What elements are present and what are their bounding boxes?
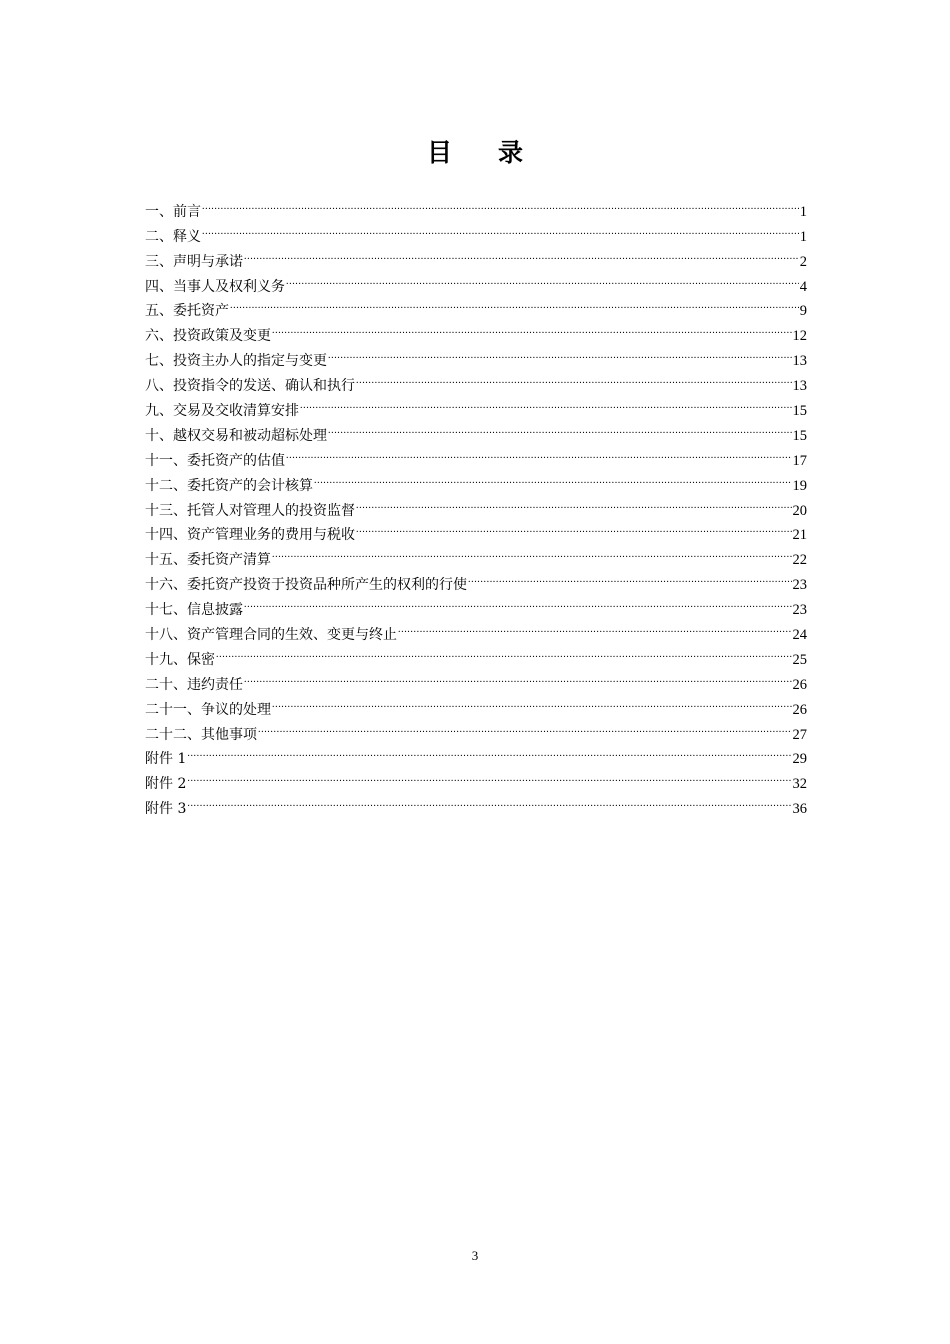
toc-dot-leader	[398, 614, 792, 639]
toc-entry[interactable]	[145, 763, 807, 793]
toc-entry-page: 2	[799, 253, 807, 270]
toc-entry-page: 12	[792, 328, 807, 345]
toc-entry[interactable]	[145, 241, 807, 270]
toc-entry-label: 附件 1	[145, 751, 187, 768]
toc-entry-page: 23	[792, 577, 807, 594]
toc-dot-leader	[272, 689, 792, 714]
toc-entry-page: 19	[792, 477, 807, 494]
toc-entry-label: 十三、托管人对管理人的投资监督	[145, 502, 355, 519]
toc-entry[interactable]	[145, 788, 807, 818]
title-char-1: 目	[426, 138, 452, 167]
toc-entry-label: 附件 3	[145, 801, 187, 818]
toc-dot-leader	[187, 763, 791, 788]
toc-entry-page: 15	[792, 427, 807, 444]
toc-entry-label: 附件 2	[145, 776, 187, 793]
toc-entry-label: 十七、信息披露	[145, 602, 243, 619]
toc-dot-leader	[272, 315, 792, 340]
toc-entry-label: 十九、保密	[145, 651, 215, 668]
table-of-contents	[145, 191, 807, 818]
toc-entry-page: 4	[799, 278, 807, 295]
toc-entry-page: 36	[792, 801, 807, 818]
toc-entry-label: 二十二、其他事项	[145, 726, 257, 743]
toc-entry-label: 十二、委托资产的会计核算	[145, 477, 313, 494]
toc-dot-leader	[468, 564, 792, 589]
toc-dot-leader	[202, 216, 799, 241]
toc-entry-page: 13	[792, 353, 807, 370]
toc-entry[interactable]	[145, 266, 807, 295]
toc-entry[interactable]	[145, 664, 807, 693]
toc-entry-label: 二十一、争议的处理	[145, 701, 271, 718]
toc-dot-leader	[356, 490, 792, 515]
toc-entry-page: 27	[792, 726, 807, 743]
toc-entry-page: 20	[792, 502, 807, 519]
toc-entry-page: 32	[792, 776, 807, 793]
toc-entry-page: 17	[792, 452, 807, 469]
toc-dot-leader	[356, 515, 792, 540]
toc-dot-leader	[286, 440, 792, 465]
toc-entry-page: 24	[792, 627, 807, 644]
toc-dot-leader	[258, 714, 792, 739]
toc-entry-label: 一、前言	[145, 203, 201, 220]
toc-entry-label: 五、委托资产	[145, 303, 229, 320]
toc-entry-label: 三、声明与承诺	[145, 253, 243, 270]
toc-entry-page: 25	[792, 651, 807, 668]
toc-entry-label: 十五、委托资产清算	[145, 552, 271, 569]
toc-entry[interactable]	[145, 614, 807, 644]
toc-entry-label: 十八、资产管理合同的生效、变更与终止	[145, 627, 397, 644]
toc-dot-leader	[216, 639, 792, 664]
toc-entry[interactable]	[145, 589, 807, 619]
toc-entry-page: 26	[792, 676, 807, 693]
toc-entry[interactable]	[145, 639, 807, 668]
toc-entry-page: 26	[792, 701, 807, 718]
toc-entry-label: 十六、委托资产投资于投资品种所产生的权利的行使	[145, 577, 467, 594]
page-number: 3	[471, 1248, 479, 1263]
toc-entry-page: 29	[792, 751, 807, 768]
toc-dot-leader	[230, 291, 799, 316]
toc-entry-label: 二、释义	[145, 228, 201, 245]
toc-entry[interactable]	[145, 689, 807, 718]
toc-entry-label: 二十、违约责任	[145, 676, 243, 693]
toc-dot-leader	[314, 465, 792, 490]
toc-entry-label: 四、当事人及权利义务	[145, 278, 285, 295]
toc-dot-leader	[187, 739, 791, 764]
toc-entry-label: 十一、委托资产的估值	[145, 452, 285, 469]
toc-entry-page: 15	[792, 403, 807, 420]
toc-dot-leader	[300, 390, 792, 415]
toc-dot-leader	[356, 365, 792, 390]
toc-dot-leader	[244, 241, 799, 266]
toc-entry-page: 21	[792, 527, 807, 544]
toc-entry-page: 1	[799, 203, 807, 220]
toc-dot-leader	[244, 664, 792, 689]
toc-dot-leader	[244, 589, 792, 614]
toc-entry[interactable]	[145, 291, 807, 320]
toc-entry-label: 十四、资产管理业务的费用与税收	[145, 527, 355, 544]
toc-entry-page: 9	[799, 303, 807, 320]
toc-entry[interactable]	[145, 216, 807, 245]
toc-entry[interactable]	[145, 315, 807, 345]
toc-entry[interactable]	[145, 191, 807, 220]
toc-entry-label: 九、交易及交收清算安排	[145, 403, 299, 420]
toc-entry-label: 七、投资主办人的指定与变更	[145, 353, 327, 370]
toc-entry-label: 六、投资政策及变更	[145, 328, 271, 345]
toc-entry-page: 22	[792, 552, 807, 569]
title-char-2: 录	[498, 138, 524, 167]
toc-dot-leader	[187, 788, 791, 813]
toc-dot-leader	[272, 539, 792, 564]
page-title	[0, 133, 950, 169]
toc-entry-label: 十、越权交易和被动超标处理	[145, 427, 327, 444]
toc-dot-leader	[202, 191, 799, 216]
toc-entry-label: 八、投资指令的发送、确认和执行	[145, 378, 355, 395]
toc-dot-leader	[328, 340, 792, 365]
toc-dot-leader	[286, 266, 799, 291]
toc-entry-page: 23	[792, 602, 807, 619]
toc-entry[interactable]	[145, 739, 807, 768]
toc-entry-page: 13	[792, 378, 807, 395]
toc-dot-leader	[328, 415, 792, 440]
toc-entry-page: 1	[799, 228, 807, 245]
